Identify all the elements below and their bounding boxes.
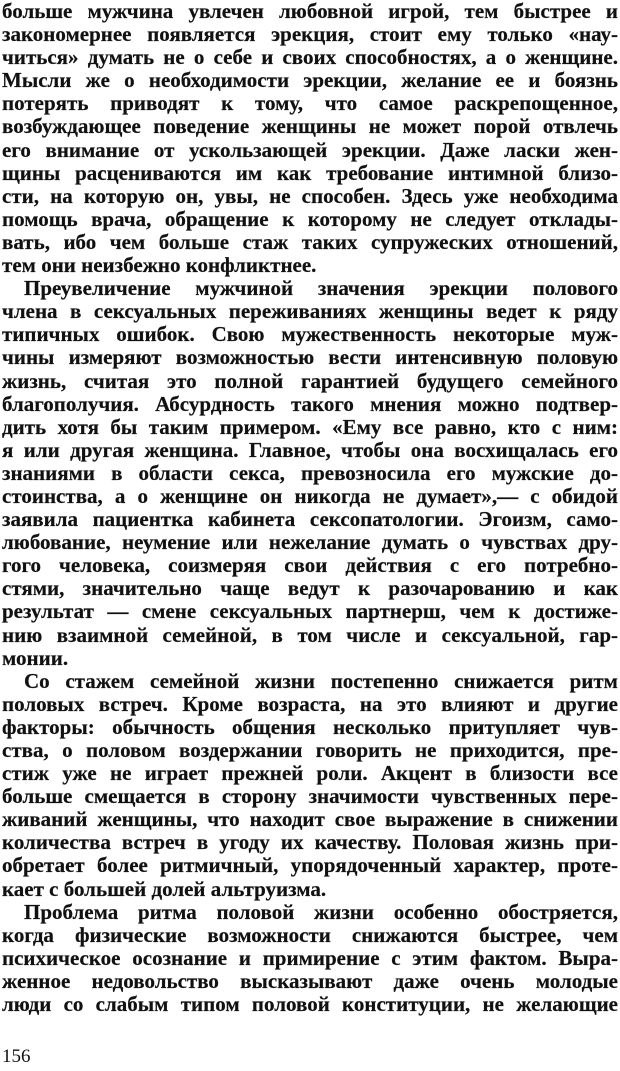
text-line: обретает более ритмичный, упорядоченный характер, проте-: [2, 854, 618, 878]
text-line: потерять приводят к тому, что самое раскрепощенное,: [2, 92, 618, 116]
text-line: благополучия. Абсурдность такого мнения можно подтвер-: [2, 392, 618, 416]
text-line: помощь врача, обращение к которому не следует отклады-: [2, 207, 618, 231]
text-line: гого человека, соизмеряя свои действия с его потребно-: [2, 554, 618, 578]
text-line: типичных ошибок. Свою мужественность некоторые муж-: [2, 323, 618, 347]
text-line: любование, неумение или нежелание думать о чувствах дру-: [2, 531, 618, 555]
text-line: чины измеряют возможностью вести интенсивную половую: [2, 346, 618, 370]
text-line: живаний женщины, что находит свое выражение в снижении: [2, 808, 618, 832]
text-line: возбуждающее поведение женщины не может порой отвлечь: [2, 115, 618, 139]
paragraph: [2, 901, 618, 1016]
text-line: дить хотя бы таким примером. «Ему все равно, кто с ним:: [2, 415, 618, 439]
text-line: щины расцениваются им как требование интимной близо-: [2, 161, 618, 185]
text-line: Преувеличение мужчиной значения эрекции полового: [24, 277, 618, 301]
text-line: стоинства, а о женщине он никогда не думает»,— с обидой: [2, 484, 618, 508]
text-line: монии.: [2, 646, 69, 670]
text-line: тем они неизбежно конфликтнее.: [2, 254, 317, 278]
text-line: сти, на которую он, увы, не способен. Здесь уже необходима: [2, 184, 618, 208]
text-line: жизнь, считая это полной гарантией будущего семейного: [2, 369, 618, 393]
page-number: 156: [2, 1046, 31, 1067]
page-body: [2, 0, 618, 1016]
text-line: результат — смене сексуальных партнерш, чем к достиже-: [2, 600, 618, 624]
text-line: психическое осознание и примирение с этим фактом. Выра-: [2, 946, 618, 970]
text-line: его внимание от ускользающей эрекции. Даже ласки жен-: [2, 138, 618, 162]
text-line: женное недовольство высказывают даже очень молодые: [2, 969, 618, 993]
text-line: кает с большей долей альтруизма.: [2, 877, 327, 901]
text-line: знаниями в области секса, превозносила его мужские до-: [2, 461, 618, 485]
text-line: ства, о половом воздержании говорить не приходится, пре-: [2, 739, 618, 762]
text-line: читься» думать не о себе и своих способностях, а о женщине.: [2, 46, 618, 70]
text-line: заявила пациентка кабинета сексопатологии. Эгоизм, само-: [2, 508, 618, 532]
text-line: Со стажем семейной жизни постепенно снижается ритм: [24, 669, 618, 693]
text-line: люди со слабым типом половой конституции, не желающие: [2, 993, 618, 1017]
paragraph: [2, 0, 618, 277]
text-line: больше мужчина увлечен любовной игрой, тем быстрее и: [2, 0, 618, 23]
text-line: нию взаимной семейной, в том числе и сексуальной, гар-: [2, 623, 618, 647]
text-line: стями, значительно чаще ведут к разочарованию и как: [2, 577, 618, 601]
text-line: факторы: обычность общения несколько притупляет чув-: [2, 715, 618, 739]
text-line: количества встреч в угоду их качеству. Половая жизнь при-: [2, 831, 618, 855]
text-line: Мысли же о необходимости эрекции, желание ее и боязнь: [2, 69, 618, 93]
text-line: когда физические возможности снижаются быстрее, чем: [2, 923, 618, 947]
text-line: больше смещается в сторону значимости чувственных пере-: [2, 785, 618, 809]
text-line: закономернее появляется эрекция, стоит ему только «нау-: [2, 23, 618, 47]
text-line: Проблема ритма половой жизни особенно обостряется,: [24, 900, 618, 924]
text-line: стиж уже не играет прежней роли. Акцент в близости все: [2, 762, 618, 786]
text-line: вать, ибо чем больше стаж таких супружеских отношений,: [2, 230, 618, 254]
text-line: я или другая женщина. Главное, чтобы она восхищалась его: [2, 438, 618, 462]
text-line: половых встреч. Кроме возраста, на это влияют и другие: [2, 692, 618, 716]
paragraph: [2, 277, 618, 670]
text-line: члена в сексуальных переживаниях женщины ведет к ряду: [2, 300, 618, 324]
paragraph: [2, 670, 618, 901]
